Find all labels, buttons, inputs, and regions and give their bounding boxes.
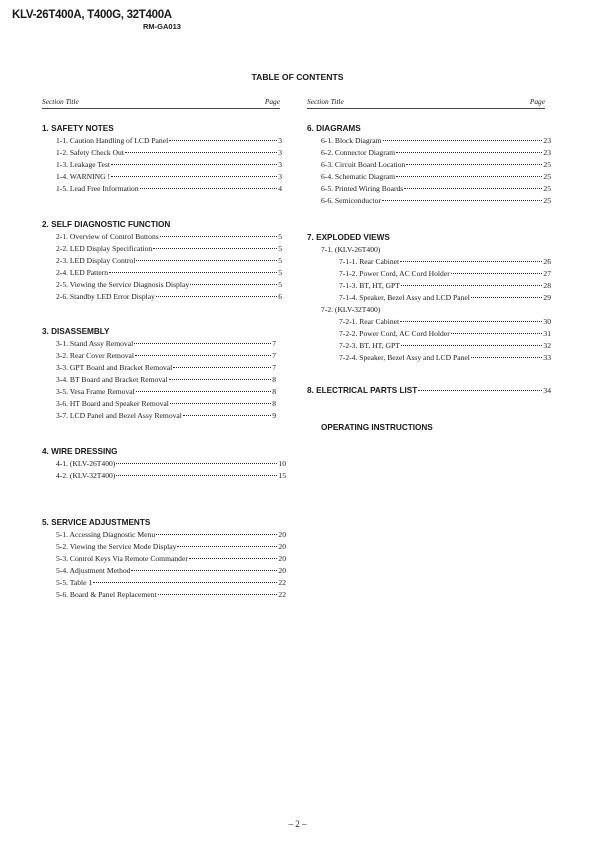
remote-model: RM-GA013	[143, 22, 181, 31]
toc-entry[interactable]: 1-2. Safety Check Out 3	[56, 147, 282, 157]
leader-dots	[140, 188, 278, 189]
leader-dots	[158, 594, 278, 595]
leader-dots	[451, 333, 543, 334]
leader-dots	[156, 296, 277, 297]
leader-dots	[111, 164, 277, 165]
toc-entry[interactable]: 2-6. Standby LED Error Display 6	[56, 291, 282, 301]
document-header	[12, 9, 181, 31]
leader-dots	[177, 546, 277, 547]
leader-dots	[401, 345, 543, 346]
section-title: 5. SERVICE ADJUSTMENTS	[42, 518, 151, 527]
toc-entry[interactable]: 6-3. Circuit Board Location 25	[321, 159, 551, 169]
leader-dots	[136, 391, 271, 392]
leader-dots	[382, 200, 543, 201]
leader-dots	[116, 463, 277, 464]
leader-dots	[134, 343, 271, 344]
page-title: TABLE OF CONTENTS	[251, 72, 344, 82]
leader-dots	[116, 475, 277, 476]
toc-entry[interactable]: 7-1-1. Rear Cabinet 26	[339, 256, 551, 266]
leader-dots	[169, 379, 272, 380]
toc-entry[interactable]: 1-5. Lead Free Information 4	[56, 183, 282, 193]
toc-entry[interactable]: 5-5. Table 1 22	[56, 577, 286, 587]
page-label: Page	[264, 97, 280, 106]
page-number: – 2 –	[288, 819, 307, 829]
toc-entry[interactable]: 7-2-4. Speaker, Bezel Assy and LCD Panel 33	[339, 352, 551, 362]
leader-dots	[153, 248, 277, 249]
leader-dots	[111, 176, 277, 177]
leader-dots	[125, 152, 277, 153]
toc-entry[interactable]: 7-1-4. Speaker, Bezel Assy and LCD Panel 29	[339, 292, 551, 302]
toc-entry[interactable]: 5-3. Control Keys Via Remote Commander 20	[56, 553, 286, 563]
toc-entry[interactable]: 1-1. Caution Handling of LCD Panel 3	[56, 135, 282, 145]
leader-dots	[396, 152, 542, 153]
toc-entry[interactable]: 6-2. Connector Diagram 23	[321, 147, 551, 157]
toc-entry[interactable]: 3-6. HT Board and Speaker Removal 8	[56, 398, 276, 408]
toc-entry[interactable]: 3-2. Rear Cover Removal 7	[56, 350, 276, 360]
leader-dots	[451, 273, 543, 274]
toc-entry[interactable]: 6-6. Semiconductor 25	[321, 195, 551, 205]
leader-dots	[406, 164, 542, 165]
column-header	[42, 97, 280, 109]
toc-entry[interactable]: 2-2. LED Display Specification 5	[56, 243, 282, 253]
toc-entry[interactable]: 7-2-3. BT, HT, GPT 32	[339, 340, 551, 350]
toc-entry[interactable]: 3-7. LCD Panel and Bezel Assy Removal 9	[56, 410, 276, 420]
leader-dots	[160, 236, 277, 237]
section-title: 1. SAFETY NOTES	[42, 124, 114, 133]
toc-entry[interactable]: 6-4. Schematic Diagram 25	[321, 171, 551, 181]
leader-dots	[109, 272, 277, 273]
leader-dots	[93, 582, 277, 583]
page-label: Page	[529, 97, 545, 106]
section-title: 7. EXPLODED VIEWS	[307, 233, 390, 242]
column-header	[307, 97, 545, 109]
toc-entry[interactable]: 1-3. Leakage Test 3	[56, 159, 282, 169]
leader-dots	[156, 534, 277, 535]
toc-entry[interactable]: 7-2-2. Power Cord, AC Cord Holder 31	[339, 328, 551, 338]
operating-instructions-link[interactable]: OPERATING INSTRUCTIONS	[321, 423, 433, 432]
toc-entry[interactable]: 2-5. Viewing the Service Diagnosis Display 5	[56, 279, 282, 289]
toc-entry[interactable]: 5-1. Accessing Diagnostic Menu 20	[56, 529, 286, 539]
toc-subgroup: 7-1. (KLV-26T400)	[321, 244, 381, 254]
toc-entry[interactable]: 7-1-3. BT, HT, GPT 28	[339, 280, 551, 290]
toc-entry[interactable]: 6-1. Block Diagram 23	[321, 135, 551, 145]
leader-dots	[189, 558, 278, 559]
leader-dots	[471, 297, 543, 298]
leader-dots	[131, 570, 277, 571]
leader-dots	[190, 284, 277, 285]
leader-dots	[169, 140, 277, 141]
toc-subgroup: 7-2. (KLV-32T400)	[321, 304, 381, 314]
leader-dots	[401, 285, 543, 286]
toc-left-column	[42, 97, 286, 599]
leader-dots	[383, 140, 543, 141]
toc-entry[interactable]: 5-2. Viewing the Service Mode Display 20	[56, 541, 286, 551]
toc-entry[interactable]: 2-1. Overview of Control Buttons 5	[56, 231, 282, 241]
toc-entry[interactable]: 7-1-2. Power Cord, AC Cord Holder 27	[339, 268, 551, 278]
leader-dots	[183, 415, 271, 416]
leader-dots	[170, 403, 271, 404]
section-title-label: Section Title	[42, 97, 79, 106]
leader-dots	[400, 321, 542, 322]
leader-dots	[471, 357, 543, 358]
leader-dots	[396, 176, 542, 177]
toc-entry[interactable]: 1-4. WARNING ! 3	[56, 171, 282, 181]
leader-dots	[400, 261, 542, 262]
section-title: 3. DISASSEMBLY	[42, 327, 110, 336]
toc-entry-electrical-parts[interactable]: 8. ELECTRICAL PARTS LIST 34	[307, 386, 551, 395]
leader-dots	[418, 390, 542, 391]
leader-dots	[404, 188, 542, 189]
toc-entry[interactable]: 5-4. Adjustment Method 20	[56, 565, 286, 575]
section-title: 4. WIRE DRESSING	[42, 447, 118, 456]
model-numbers: KLV-26T400A, T400G, 32T400A	[12, 9, 172, 21]
toc-right-column	[307, 97, 551, 432]
toc-entry[interactable]: 3-1. Stand Assy Removal 7	[56, 338, 276, 348]
leader-dots	[173, 367, 271, 368]
toc-entry[interactable]: 4-1. (KLV-26T400) 10	[56, 458, 286, 468]
section-title-label: Section Title	[307, 97, 344, 106]
section-title: 2. SELF DIAGNOSTIC FUNCTION	[42, 220, 171, 229]
toc-entry[interactable]: 4-2. (KLV-32T400) 15	[56, 470, 286, 480]
toc-entry[interactable]: 5-6. Board & Panel Replacement 22	[56, 589, 286, 599]
toc-entry[interactable]: 2-4. LED Pattern 5	[56, 267, 282, 277]
toc-entry[interactable]: 2-3. LED Display Control 5	[56, 255, 282, 265]
leader-dots	[136, 260, 277, 261]
toc-entry[interactable]: 6-5. Printed Wiring Boards 25	[321, 183, 551, 193]
toc-entry[interactable]: 3-3. GPT Board and Bracket Removal 7	[56, 362, 276, 372]
toc-entry[interactable]: 3-4. BT Board and Bracket Removal 8	[56, 374, 276, 384]
leader-dots	[135, 355, 271, 356]
toc-entry[interactable]: 3-5. Vesa Frame Removal 8	[56, 386, 276, 396]
toc-entry[interactable]: 7-2-1. Rear Cabinet 30	[339, 316, 551, 326]
section-title: 6. DIAGRAMS	[307, 124, 361, 133]
